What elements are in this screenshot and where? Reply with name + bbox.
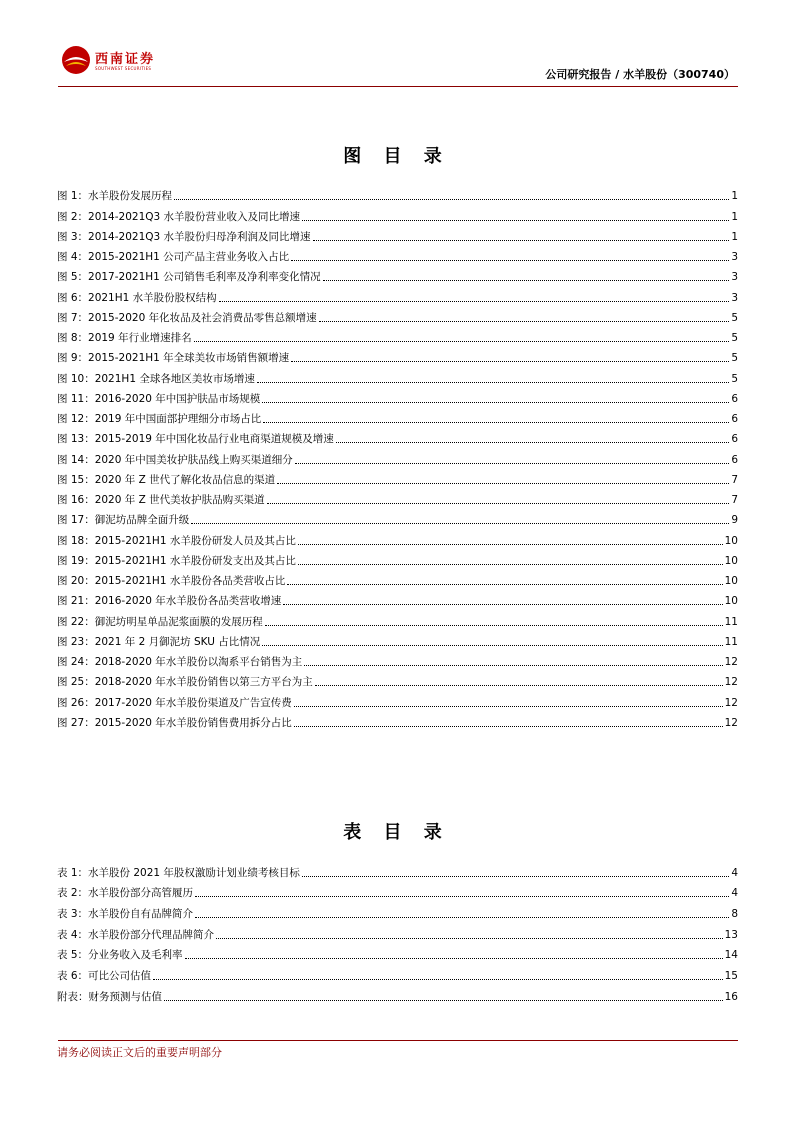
toc-entry[interactable]: 图 13：2015-2019 年中国化妆品行业电商渠道规模及增速 6 (57, 433, 738, 446)
page-number: 10 (724, 554, 738, 567)
dot-leader (336, 442, 730, 443)
dot-leader (298, 564, 723, 565)
toc-entry[interactable]: 表 3：水羊股份自有品牌简介 8 (57, 908, 738, 921)
page-number: 5 (731, 352, 738, 365)
toc-entry[interactable]: 图 3：2014-2021Q3 水羊股份归母净利润及同比增速 1 (57, 230, 738, 243)
report-header-title: 公司研究报告 / 水羊股份（300740） (545, 68, 735, 81)
page-number: 1 (731, 230, 738, 243)
page-number: 5 (731, 332, 738, 344)
page-number: 12 (724, 696, 738, 709)
logo-name: 西南证券 (95, 52, 156, 67)
page-number: 4 (731, 866, 738, 879)
toc-entry[interactable]: 图 19：2015-2021H1 水羊股份研发支出及其占比 10 (57, 554, 738, 567)
page-number: 10 (724, 575, 738, 587)
page-number: 12 (724, 656, 738, 668)
page-number: 11 (724, 615, 738, 628)
page-number: 14 (724, 949, 738, 962)
page-number: 10 (724, 534, 738, 547)
toc-entry[interactable]: 图 10：2021H1 全球各地区美妆市场增速 5 (57, 372, 738, 385)
dot-leader (262, 402, 729, 403)
page-number: 1 (731, 190, 738, 203)
dot-leader (294, 706, 723, 707)
dot-leader (267, 503, 730, 504)
figure-list-title: 图 目 录 (343, 146, 450, 167)
toc-entry[interactable]: 表 1：水羊股份 2021 年股权激励计划业绩考核目标 4 (57, 866, 738, 879)
toc-entry[interactable]: 表 6：可比公司估值 15 (57, 970, 738, 983)
page-number: 6 (731, 453, 738, 466)
dot-leader (195, 896, 729, 897)
dot-leader (287, 584, 722, 585)
page-number: 15 (724, 970, 738, 983)
logo-mark-icon (60, 44, 92, 76)
toc-entry[interactable]: 图 16：2020 年 Z 世代美妆护肤品购买渠道 7 (57, 494, 738, 506)
toc-entry[interactable]: 图 22：御泥坊明星单品泥浆面膜的发展历程 11 (57, 615, 738, 628)
page-number: 5 (731, 311, 738, 324)
dot-leader (323, 280, 730, 281)
toc-entry[interactable]: 图 18：2015-2021H1 水羊股份研发人员及其占比 10 (57, 534, 738, 547)
toc-entry[interactable]: 图 14：2020 年中国美妆护肤品线上购买渠道细分 6 (57, 453, 738, 466)
toc-entry[interactable]: 表 5：分业务收入及毛利率 14 (57, 949, 738, 962)
toc-entry[interactable]: 图 21：2016-2020 年水羊股份各品类营收增速 10 (57, 595, 738, 608)
footer-disclaimer: 请务必阅读正文后的重要声明部分 (57, 1046, 222, 1059)
toc-entry[interactable]: 图 8：2019 年行业增速排名 5 (57, 332, 738, 344)
dot-leader (304, 665, 722, 666)
table-list-title: 表 目 录 (343, 822, 450, 843)
toc-entry[interactable]: 图 24：2018-2020 年水羊股份以淘系平台销售为主 12 (57, 656, 738, 668)
page-number: 4 (731, 887, 738, 900)
page-number: 9 (731, 514, 738, 527)
dot-leader (277, 483, 729, 484)
dot-leader (294, 726, 723, 727)
toc-entry[interactable]: 图 17：御泥坊品牌全面升级 9 (57, 514, 738, 527)
page-number: 16 (724, 990, 738, 1003)
dot-leader (315, 685, 723, 686)
toc-entry[interactable]: 图 15：2020 年 Z 世代了解化妆品信息的渠道 7 (57, 473, 738, 486)
page-number: 7 (731, 494, 738, 506)
page-number: 7 (731, 473, 738, 486)
page-number: 3 (731, 271, 738, 284)
toc-entry[interactable]: 图 23：2021 年 2 月御泥坊 SKU 占比情况 11 (57, 635, 738, 648)
toc-entry[interactable]: 图 5：2017-2021H1 公司销售毛利率及净利率变化情况 3 (57, 271, 738, 284)
dot-leader (295, 463, 730, 464)
toc-entry[interactable]: 表 2：水羊股份部分高管履历 4 (57, 887, 738, 900)
dot-leader (291, 361, 729, 362)
dot-leader (174, 199, 729, 200)
dot-leader (263, 422, 729, 423)
dot-leader (185, 958, 723, 959)
dot-leader (265, 625, 723, 626)
toc-entry[interactable]: 图 26：2017-2020 年水羊股份渠道及广告宣传费 12 (57, 696, 738, 709)
page-number: 3 (731, 251, 738, 263)
page-number: 12 (724, 716, 738, 729)
dot-leader (313, 240, 730, 241)
toc-entry[interactable]: 图 4：2015-2021H1 公司产品主营业务收入占比 3 (57, 251, 738, 263)
dot-leader (262, 645, 722, 646)
dot-leader (216, 938, 723, 939)
toc-entry[interactable]: 图 7：2015-2020 年化妆品及社会消费品零售总额增速 5 (57, 311, 738, 324)
figure-list (57, 183, 738, 730)
page-number: 3 (731, 291, 738, 304)
page-number: 6 (731, 433, 738, 446)
toc-entry[interactable]: 图 12：2019 年中国面部护理细分市场占比 6 (57, 413, 738, 425)
dot-leader (291, 260, 729, 261)
page-number: 6 (731, 392, 738, 405)
toc-entry[interactable]: 图 20：2015-2021H1 水羊股份各品类营收占比 10 (57, 575, 738, 587)
toc-entry[interactable]: 图 6：2021H1 水羊股份股权结构 3 (57, 291, 738, 304)
toc-entry[interactable]: 图 1：水羊股份发展历程 1 (57, 190, 738, 203)
dot-leader (153, 979, 723, 980)
page-number: 10 (724, 595, 738, 608)
logo-subtitle: SOUTHWEST SECURITIES (95, 66, 152, 71)
page-number: 6 (731, 413, 738, 425)
company-logo (60, 44, 170, 78)
page-number: 13 (724, 928, 738, 941)
toc-entry[interactable]: 图 11：2016-2020 年中国护肤品市场规模 6 (57, 392, 738, 405)
page-number: 11 (724, 635, 738, 648)
toc-entry[interactable]: 附表：财务预测与估值 16 (57, 990, 738, 1003)
dot-leader (195, 917, 729, 918)
toc-entry[interactable]: 图 9：2015-2021H1 年全球美妆市场销售额增速 5 (57, 352, 738, 365)
dot-leader (298, 544, 723, 545)
toc-entry[interactable]: 图 27：2015-2020 年水羊股份销售费用拆分占比 12 (57, 716, 738, 729)
dot-leader (191, 523, 729, 524)
dot-leader (283, 604, 722, 605)
toc-entry[interactable]: 表 4：水羊股份部分代理品牌简介 13 (57, 928, 738, 941)
page-number: 12 (724, 676, 738, 689)
dot-leader (257, 382, 729, 383)
footer-divider (58, 1040, 738, 1041)
page-number: 1 (731, 210, 738, 223)
dot-leader (319, 321, 730, 322)
dot-leader (219, 301, 730, 302)
toc-entry[interactable]: 图 2：2014-2021Q3 水羊股份营业收入及同比增速 1 (57, 210, 738, 223)
header-divider (58, 86, 738, 87)
dot-leader (164, 1000, 723, 1001)
dot-leader (302, 220, 729, 221)
page-number: 8 (731, 908, 738, 921)
table-list (57, 859, 738, 1004)
dot-leader (302, 876, 729, 877)
toc-entry[interactable]: 图 25：2018-2020 年水羊股份销售以第三方平台为主 12 (57, 676, 738, 689)
page-number: 5 (731, 372, 738, 385)
dot-leader (194, 341, 730, 342)
